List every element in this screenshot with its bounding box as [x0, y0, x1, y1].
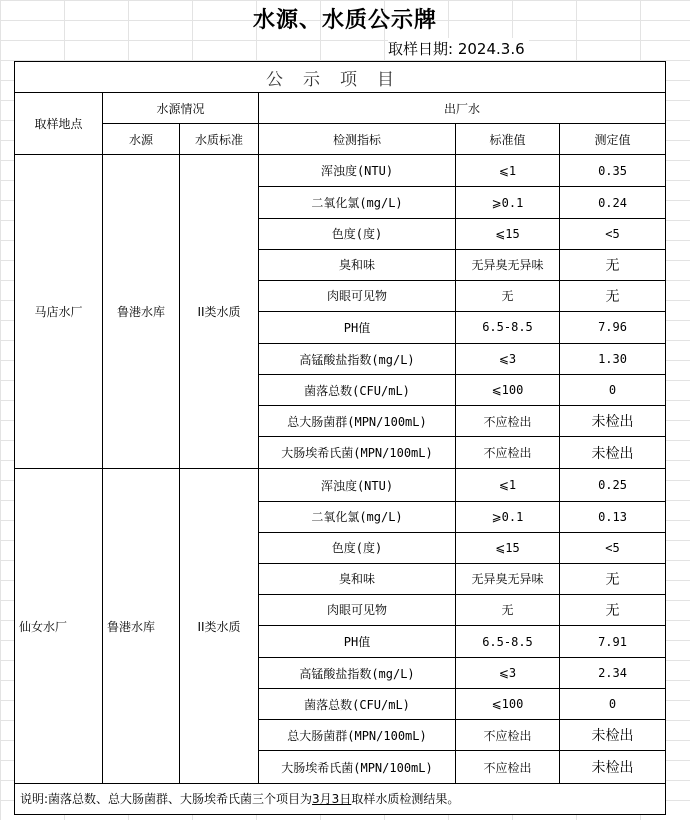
note-date: 3月3日 [312, 792, 352, 807]
standard-value-cell: ⩽100 [456, 689, 560, 720]
indicator-cell: 高锰酸盐指数(mg/L) [259, 658, 456, 689]
indicator-cell: 总大肠菌群(MPN/100mL) [259, 406, 456, 437]
sample-date [388, 38, 529, 60]
standard-value-cell: 不应检出 [456, 720, 560, 751]
measured-value-cell: 7.91 [560, 626, 666, 658]
standard-value-cell: ⩽3 [456, 658, 560, 689]
indicator-cell: 大肠埃希氏菌(MPN/100mL) [259, 437, 456, 469]
standard-value-cell: 不应检出 [456, 751, 560, 783]
plant-site: 马店水厂 [15, 155, 103, 469]
measured-value-cell: <5 [560, 532, 666, 563]
standard-value-cell: ⩾0.1 [456, 501, 560, 532]
measured-value-cell: <5 [560, 218, 666, 249]
page-title: 水源、水质公示牌 [252, 8, 437, 33]
indicator-cell: 臭和味 [259, 249, 456, 280]
measured-value-cell: 7.96 [560, 311, 666, 343]
water-quality-table [14, 61, 666, 815]
measured-value-cell: 0.35 [560, 155, 666, 187]
indicator-cell: PH值 [259, 311, 456, 343]
standard-value-cell: 不应检出 [456, 406, 560, 437]
header-measured-value: 测定值 [560, 124, 666, 155]
plant-water-standard: II类水质 [180, 155, 259, 469]
standard-value-cell: ⩽15 [456, 218, 560, 249]
indicator-cell: 臭和味 [259, 563, 456, 594]
measured-value-cell: 无 [560, 563, 666, 594]
header-source: 水源 [103, 124, 180, 155]
indicator-cell: 二氧化氯(mg/L) [259, 501, 456, 532]
indicator-cell: 菌落总数(CFU/mL) [259, 689, 456, 720]
plant-source: 鲁港水库 [103, 469, 180, 783]
measured-value-cell: 无 [560, 594, 666, 625]
plant-water-standard: II类水质 [180, 469, 259, 783]
standard-value-cell: ⩽1 [456, 155, 560, 187]
measured-value-cell: 未检出 [560, 437, 666, 469]
indicator-cell: 菌落总数(CFU/mL) [259, 375, 456, 406]
header-site: 取样地点 [15, 93, 103, 155]
standard-value-cell: ⩽1 [456, 469, 560, 501]
measured-value-cell: 0.13 [560, 501, 666, 532]
plant-source: 鲁港水库 [103, 155, 180, 469]
measured-value-cell: 2.34 [560, 658, 666, 689]
indicator-cell: 高锰酸盐指数(mg/L) [259, 344, 456, 375]
sample-date-value: 2024.3.6 [457, 40, 525, 58]
standard-value-cell: 无 [456, 594, 560, 625]
table-row [15, 155, 666, 187]
measured-value-cell: 未检出 [560, 751, 666, 783]
header-indicator: 检测指标 [259, 124, 456, 155]
indicator-cell: 色度(度) [259, 218, 456, 249]
indicator-cell: 总大肠菌群(MPN/100mL) [259, 720, 456, 751]
measured-value-cell: 无 [560, 280, 666, 311]
plant-site: 仙女水厂 [15, 469, 103, 783]
indicator-cell: 肉眼可见物 [259, 280, 456, 311]
measured-value-cell: 1.30 [560, 344, 666, 375]
header-outlet-group: 出厂水 [259, 93, 666, 124]
table-caption: 公示项目 [15, 62, 666, 93]
measured-value-cell: 0 [560, 689, 666, 720]
standard-value-cell: 6.5-8.5 [456, 626, 560, 658]
measured-value-cell: 未检出 [560, 720, 666, 751]
standard-value-cell: ⩽100 [456, 375, 560, 406]
standard-value-cell: 无异臭无异味 [456, 249, 560, 280]
standard-value-cell: 无 [456, 280, 560, 311]
measured-value-cell: 0.25 [560, 469, 666, 501]
standard-value-cell: 不应检出 [456, 437, 560, 469]
measured-value-cell: 0.24 [560, 187, 666, 218]
indicator-cell: PH值 [259, 626, 456, 658]
measured-value-cell: 无 [560, 249, 666, 280]
indicator-cell: 浑浊度(NTU) [259, 155, 456, 187]
note-text [15, 783, 666, 814]
indicator-cell: 二氧化氯(mg/L) [259, 187, 456, 218]
indicator-cell: 肉眼可见物 [259, 594, 456, 625]
indicator-cell: 浑浊度(NTU) [259, 469, 456, 501]
standard-value-cell: 6.5-8.5 [456, 311, 560, 343]
note-row [15, 783, 666, 814]
note-suffix: 取样水质检测结果。 [351, 792, 460, 807]
standard-value-cell: ⩽15 [456, 532, 560, 563]
note-prefix: 说明:菌落总数、总大肠菌群、大肠埃希氏菌三个项目为 [20, 792, 313, 807]
indicator-cell: 大肠埃希氏菌(MPN/100mL) [259, 751, 456, 783]
header-standard: 水质标准 [180, 124, 259, 155]
sample-date-label: 取样日期: [388, 40, 454, 58]
standard-value-cell: ⩾0.1 [456, 187, 560, 218]
indicator-cell: 色度(度) [259, 532, 456, 563]
header-source-group: 水源情况 [103, 93, 259, 124]
table-row [15, 469, 666, 501]
standard-value-cell: 无异臭无异味 [456, 563, 560, 594]
header-standard-value: 标准值 [456, 124, 560, 155]
measured-value-cell: 未检出 [560, 406, 666, 437]
standard-value-cell: ⩽3 [456, 344, 560, 375]
measured-value-cell: 0 [560, 375, 666, 406]
